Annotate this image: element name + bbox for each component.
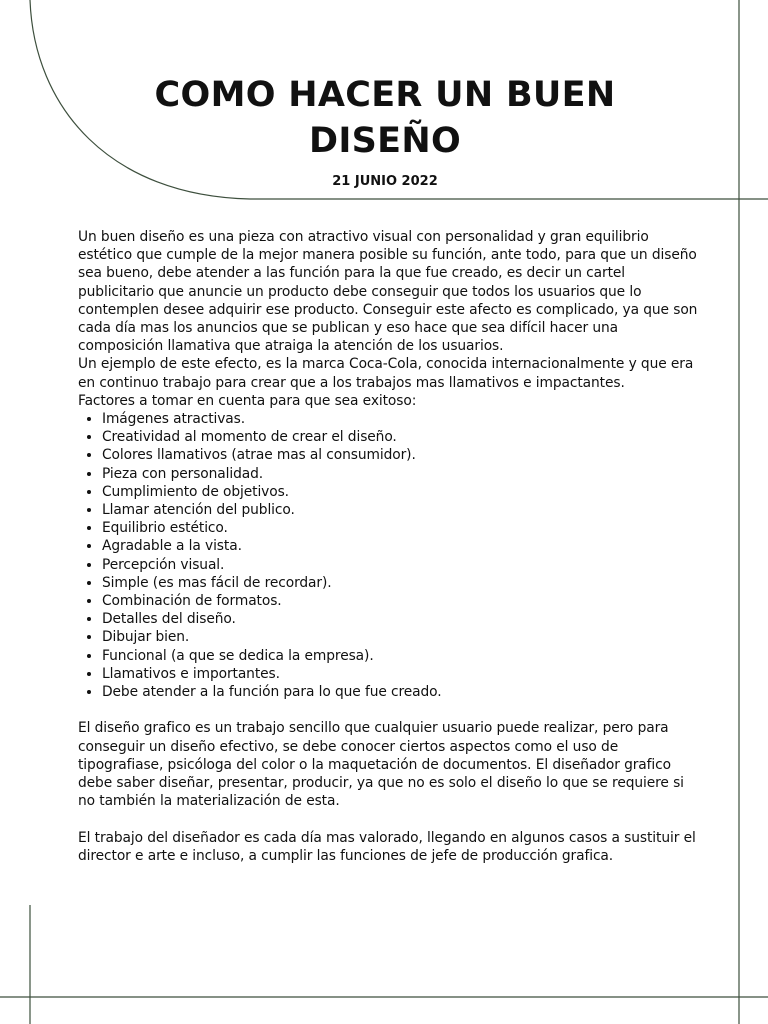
document-body — [78, 228, 700, 865]
design-paragraph: El diseño grafico es un trabajo sencillo que cualquier usuario puede realizar, pero para conseguir un diseño efectivo, se debe conocer ciertos aspectos como el uso de tipografiase, psicóloga del color o la maquetación de documentos. El diseñador grafico debe saber diseñar, presentar, producir, ya que no es solo el diseño lo que se requiere si no también la materialización de esta. — [78, 720, 684, 810]
list-item: • Funcional (a que se dedica la empresa). — [102, 647, 700, 665]
intro-paragraph: Un buen diseño es una pieza con atractivo visual con personalidad y gran equilibrio estético que cumple de la mejor manera posible su función, ante todo, para que un diseño sea bueno, debe atender a las función para la que fue creado, es decir un cartel publicitario que anuncie un producto debe conseguir que todos los usuarios que lo contemplen desee adquirir ese producto. Conseguir este afecto es complicado, ya que son cada día mas los anuncios que se publican y eso hace que sea difícil hacer una composición llamativa que atraiga la atención de los usuarios. — [78, 229, 698, 355]
list-item: • Dibujar bien. — [102, 628, 700, 646]
list-item: • Simple (es mas fácil de recordar). — [102, 574, 700, 592]
title-line-1: COMO HACER UN BUEN — [154, 75, 616, 115]
page-title — [0, 72, 768, 164]
list-item: • Llamativos e importantes. — [102, 665, 700, 683]
list-item: • Equilibrio estético. — [102, 519, 700, 537]
list-item: • Colores llamativos (atrae mas al consumidor). — [102, 446, 700, 464]
list-item: • Combinación de formatos. — [102, 592, 700, 610]
list-item: • Detalles del diseño. — [102, 610, 700, 628]
list-item: • Creatividad al momento de crear el diseño. — [102, 428, 700, 446]
factors-list — [78, 410, 700, 701]
list-item: • Pieza con personalidad. — [102, 465, 700, 483]
list-item: • Percepción visual. — [102, 556, 700, 574]
list-item: • Debe atender a la función para lo que fue creado. — [102, 683, 700, 701]
title-line-2: DISEÑO — [308, 121, 462, 161]
paragraph-spacer — [78, 810, 700, 828]
example-paragraph: Un ejemplo de este efecto, es la marca Coca-Cola, conocida internacionalmente y que era en continuo trabajo para crear que a los trabajos mas llamativos e impactantes. — [78, 356, 694, 391]
factors-intro: Factores a tomar en cuenta para que sea exitoso: — [78, 392, 417, 409]
document-date: 21 JUNIO 2022 — [332, 174, 438, 189]
list-item: • Imágenes atractivas. — [102, 410, 700, 428]
list-item: • Cumplimiento de objetivos. — [102, 483, 700, 501]
list-item: • Agradable a la vista. — [102, 537, 700, 555]
designer-paragraph: El trabajo del diseñador es cada día mas valorado, llegando en algunos casos a sustituir el director e arte e incluso, a cumplir las funciones de jefe de producción grafica. — [78, 829, 696, 864]
paragraph-spacer — [78, 701, 700, 719]
list-item: • Llamar atención del publico. — [102, 501, 700, 519]
